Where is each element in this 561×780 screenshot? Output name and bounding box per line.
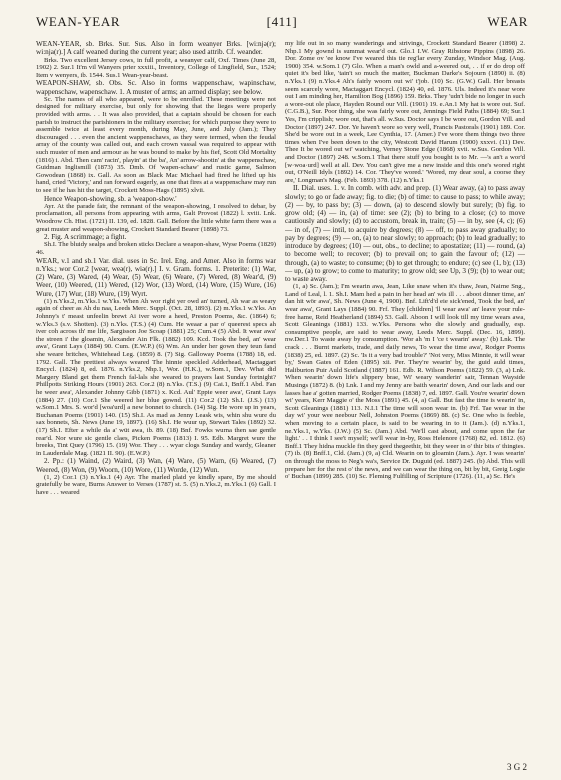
sense-weapon-showing: Hence Weapon-showing, sb. a 'weapon-show.' [44,194,177,203]
left-column [36,40,276,760]
citations-wean-year: Brks. Two excellent Jersey cows, in full profit, a weanyer calf, Oxf. Times (June 28, 1902) 2. Sur.1 It'm vil Wanyers prier xxxiii., Inventory, College of Lingfield, Sur., 1524; Item v wenyers, ib. 1544. Sus.1 Wean-year-beast. [36,56,276,79]
header-left-headword: WEAN-YEAR [36,14,121,29]
running-header [36,14,528,30]
sense-dial-uses: II. Dial. uses. 1. v. In comb. with adv. and prep. (1) Wear away, (a) to pass away slowly; to go or fade away; fig. to die; (b) of time: to cause to pass; to while away; (2) — by, to pass by; (3) — down, (a) to descend slowly but surely; (b) fig. to grow old; (4) — in, (a) of time: see (2); (b) to bring to a close; (c) to move cautiously and slowly; (d) to accustom, break in, train; (5) — in by, see (4, c); (6) — in of, (7) — intil, to acquire by degrees; (8) — off, to pass away gradually; to pay by degrees; (9) — on, (a) to near slowly; to approach; (b) to lead gradually; to introduce by degrees; (10) — out, obs., to decline; to apostatize; (11) — round, (a) to become well; to recover; (b) to prevail on; to gain the favour of; (12) — through, (a) to waste; to consume; (b) to get through; to endure; (c) see (1, b); (13) — up, (a) to grow; to come to maturity; to grow old; see Up, 3 (9); (b) to wear out; to waste away. [285,184,525,284]
citations-dial-uses: (1, a) Sc. (Jam.); I'm wearin awa, Jean, Like snaw when it's thaw, Jean, Nairne Sng., Land of Leal, l. 1. Sh.I. Mam hed a pain in her head an' wis ill . . . aboot dinner time, an' dan hit wör awa', Sh. News (June 4, 1900). Bnf. Lift'd'd eie sick'ened, Took the bed, an' wear awa', Grant Lays (1884) 90. Frf. They [children] 'll wear awa' an' leave your rule-free hame, Reid Heatherland (1894) 53. Gall. Aboon I will look till my time wears awa, Scott Gleanings (1881) 133. w.Yks. Persons who die slowly and gradually, esp. consumptive people, are said to wear away, Leeds Merc. Suppl. (Dec. 16, 1899). nw.Der.1 To waste away by consumption. 'Wor ah 'm I 'ce t wearin' away.' (b) Lnk. The crack . . . Burnt markets, trade, and daily news, To wear the time awa', Rodger Poems (1838) 25, ed. 1897. (2) Sc. 'Is it a very bad trouble?' 'Not very, Miss Minnie, it will wear by,' Swan Gates of Eden (1895) xii. Per. They're wearin' by, the guid auld times, Haliburton Puir Auld Scotland (1887) 161. Edb. R. Wilson Poems (1822) 59. (3, a) Lnk. When wearin' down life's slippery brae, Wi' weary wanderin' sair, Tennan Wayside Musings (1872) 8. (b) Lnk. I and my Jenny are baith wearin' down, And our lads and our lasses hae a' gotten married, Rodger Poems (1838) 7, ed. 1897. Gall. You're wearin' down wi' years, Kerr Maggie o' the Moss (1891) 45. (4, a) Gall. But fast the time is wearin' in, Scott Gleanings (1881) 113. N.I.1 The time will soon wear in. (b) Frf. Tae wear in the day wi' your wee neebour Nell, Johnston Poems (1869) 88. (c) Sc. One who is feeble, when moving to a certain place, is said to be wearing in to it (Jam.). (d) n.Yks.1, ne.Yks.1, w.Yks. (J.W.) (5) Sc. (Jam.) Abd. 'We'll cast about, and come upon the far light.' . . I think I see't myself; we'll wear in-by, Ross Helenore (1768) 82, ed. 1812. (6) Bnff.1 They hidna muckle fin they geed thegeethir, bit they weer in o' thir bits o' thingies. (7) ib. (8) Bnff.1, Cld. (Jam.) (9, a) Cld. Wearin on to gloamin (Jam.). Ayr. I was wearin' on through the moss to Neg's wa's, Service Dr. Duguid (ed. 1887) 245. (b) Abd. This will prepare her for the rest o' the news, and we can wear the thing on, bit by bit, Greig Logie o' Buchan (1899) 285. (10) Sc. Fleming Fulfilling of Scripture (1726). (11, a) Sc. He's [285,283,525,481]
entry-weapon-shaw: WEAPON-SHAW, sb. Obs. Sc. Also in forms wappenschaw, wapinschaw, wappenschaw, wapenschaw. 1. A muster of arms; an armed display; see below. [36,79,276,96]
citations-wear-pp: (1, 2) Cor.1 (3) n.Yks.1 (4) Ayr. The marled plaid ye kindly spare, By me should gratefully be ware, Burns Answer to Verses (1787) st. 5. (5) n.Yks.2, m.Yks.1 (6) Gall. I have . . . weared [36,473,276,496]
right-column [285,40,525,760]
entry-wean-year: WEAN-YEAR, sb. Brks. Sur. Sus. Also in form weanyer Brks. [wi:njə(r); wi:nja(r).] A calf weaned during the current year; also used attrib. Cf. weander. [36,40,276,57]
citations-weapon-shaw: Sc. The names of all who appeared, were to be enrolled. These meetings were not designed for military exercise, but only for showing that the lieges were properly provided with arms. . . It was also provided, that a captain should be chosen for each parish to instruct the parishioners in the military exercise; for which purpose they were to assemble twice at least every month, during May, June, and July (Jam.); They discouraged . . . even the ancient wappenschaws, as they were termed, when the feudal array of the county was called out, and each crown vassal was required to appear with such muster of men and armour as he was bound to make by his fief, Scott Old Mortality (1816) i. Abd. Then cam' racin', playin' at the ba', An' arrow-shootin' at the wappenschaw, Guidman Inglismill (1873) 35. Dmb. Of 'wapen-schaw' and rustic game, Salmon Gowodean (1868) ix. Gall. As soon as Black Mac Michael had fired he lifted up his hand, cried 'Victory,' and ran forward eagerly, as one that fires at a wappenschaw may run to see if he has hit the target, Crockett Moss-Hags (1895) xlvii. [36,95,276,194]
citations-wear-preterite: (1) n.Yks.2, m.Yks.1 w.Yks. When Ah wor right yer owd an' turned, Ah war as weary again of cheer as Ah du naa, Leeds Merc. Suppl. (Oct. 28, 1893). (2) m.Yks.1 w.Yks. An Johnny's t' meast unfeelin brewt Ai iver wore a heed, Preston Poems, &c. (1864) 6; w.Yks.3 (s.v. Shotten). (3) n.Yks. (T.S.) (4) Cum. He weaar a par o' queerest specs ah iver coh across th' me life, Sargisson Joe Scoap (1881) 25; Cum.4 (5) Abd. It wear awa' the streen i' the gloamin, Alexander Ain Flk. (1882) 109. Kcd. Took the bed, an' wear awa', Grant Lays (1884) 90. Cum. (E.W.P.) (6) Wm. An under her gown they teun fand she weare britches, Whitehead Leg. (1859) 8. (7) Sig. Galloway Poems (1788) 18, ed. 1792. Gall. The prettiest always weared The hinnie speckled Adderhead, Mactaggart Encycl. (1824) 8, ed. 1876. n.Yks.2, Nhp.1, Wor. (H.K.), w.Som.1, Dev. What did Margery Bland get them French fal-lals she weared to prayers last Sunday fortnight? Phillpotts Striking Hours (1901) 263. Cor.2 (8) n.Yks. (T.S.) (9) Cai.1, Bnff.1 Abd. Fan he weer awa', Alexander Johnny Gibb (1871) x. Kcd. Aul' Eppie weer awa', Grant Lays (1884) 27. (10) Cor.1 She weered her blue gownd. (11) Cor.2 (12) Sh.I. (J.S.) (13) w.Som.1 Mrs. S. wor'd [woa'urd] a new bonnet to church. (14) Sig. He wore up in years, Buchanan Poems (1901) 140. (15) Sh.I. As mad as Jenny Leask wis, whin shu wure du sax bonnets, Sh. News (June 19, 1897). (16) Sh.I. He wuur up, Stewart Tales (1892) 32. (17) Sh.I. Efter a while da a' wüt awa, ib. 89. (18) Bnf. Fowks wurna then sae gentle rear'd. Nor wure sic gentle claes, Picken Poems (1813) I. 95. Edb. Margret wure the breeks, Tint Quey (1796) 15. (19) Wor. They . . . wyar clogs Sunday and wardy, Gleaner in Lauderdale Mag. (1821 II. 90). (E.W.P.) [36,297,276,457]
sense-fig: 2. Fig. A scrimmage; a fight. [44,233,127,242]
citations-fig: Sh.I. The bluidy sealps and broken sticks Declare a weapon-shaw, Wyse Poems (1829) 46. [36,241,276,256]
citations-wear-pp-continued: my life out in so many wanderings and strivings, Crockett Standard Bearer (1898) 2. Nhp.1 My gownd is summat wear'd out. Glo.1 I.W. Gray Ribstone Pippins (1898) 26. Dor. Zome ov 'ee know I've weared this tie reg'lar every Zunday, Windsor Mag. (Aug. 1900) 354. w.Som.1 (7) Glo. When a man's owld and a-weered out, . . if er do drop off quiet it's bed like, 'tain't so much the matter, Buckman Darke's Sojourn (1890) ii. (8) n.Yks.1 (9) n.Yks.4 Ah's fairly woorn out wi' t'job. (10) Sc. (G.W.) Gall. Her breasts seem scarcely wore, Mactaggart Encycl. (1824) 40, ed. 1876. Uls. Indeed it's near wore out I am minding her, Hamilton Bog (1896) 159. Brks. They 'udn't bide no longer in such a wore-out ole place, Hayden Round our Vill. (1901) 19. e.An.1 My hat is wore out. Suf. (C.G.B.), Sur. Poor thing, she was fairly wore out, Jennings Field Paths (1884) 69; Sur.1 Yes, I'm cripplish; wore out, that's all. w.Sus. Doctor says I be wore out, Gordon Vill. and Doctor (1897) 247. Dor. Ye haven't wore so very well, Francis Pastorals (1901) 189. Cor. She'd be wore out in a week, Lee Cynthia, 17. (Amer.) I've wore them things two three times when I've been down to the city, Westcott David Harum (1900) xxxvi. (11) Dev. Thee It be wored out wi' watching, Verney Stone Edge (1868) xvii. w.Sus. Gordon Vill. and Doctor (1897) 248. w.Som.1 That there stuff you bought is to Mr. —'s an't a wor'd [w·woa·urd] well at all. Dev. You can't give me a new inside and this one's wored right out, O'Neill Idyls (1892) 14. Cor. 'They've wored.' 'Wored, my dear soul, a coorse they are,' Longman's Mag. (Feb. 1893) 378. (12) n.Yks.1 [285,40,525,184]
entry-wear: WEAR, v.1 and sb.1 Var. dial. uses in Sc. Irel. Eng. and Amer. Also in forms war n.Yks.; wor Cor.2 [weər, weə(r), wiə(r).] I. v. Gram. forms. 1. Preterite: (1) War, (2) Ware, (3) Wared, (4) Wear, (5) Wear, (6) Weare, (7) Wered, (8) Wear'd, (9) Weer, (10) Weered, (11) Wered, (12) Wor, (13) Word, (14) Wore, (15) Wure, (16) Wure, (17) Wur, (18) Wure, (19) Wyrt. [36,256,276,298]
page-number: [411] [266,14,298,29]
citations-weapon-showing: Ayr. At the parade fair, the remnant of the weapon-showing, I resolved to debar, by proclamation, all persons from appearing with arms, Galt Provost (1822) l. xviii. Lnk. Woodrow Ch. Hist. (1721) II. 139, ed. 1828. Gall. Before the little white farm there was a great muster and weapon-showing, Crockett Standard Bearer (1898) 73. [36,202,276,233]
header-right-headword: WEAR [487,14,528,29]
signature-mark: 3 G 2 [507,762,527,772]
sense-wear-pp: 2. Pp.: (1) Waind, (2) Waird, (3) Wan, (4) Ware, (5) Warn, (6) Weared, (7) Weered, (8) Won, (9) Woorn, (10) Wore, (11) Worde, (12) Wun. [36,457,276,474]
